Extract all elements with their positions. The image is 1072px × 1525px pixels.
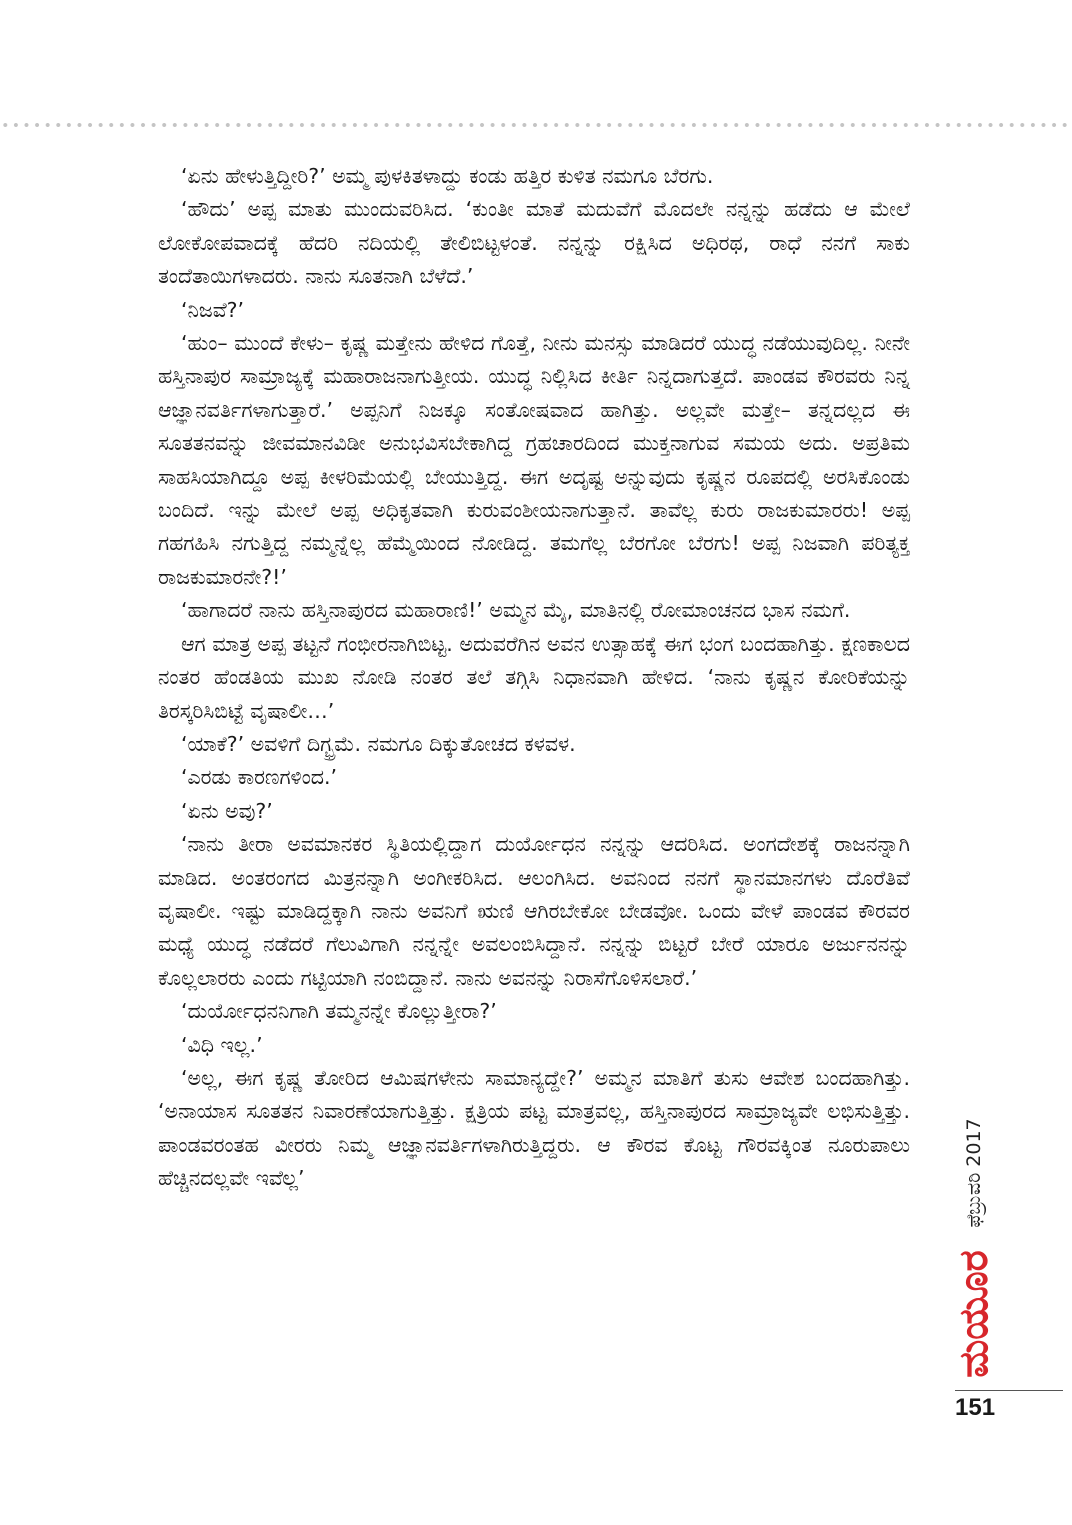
paragraph: ‘ಹಾಗಾದರೆ ನಾನು ಹಸ್ತಿನಾಪುರದ ಮಹಾರಾಣಿ!’ ಅಮ್ಮನ ಮೈ, ಮಾತಿನಲ್ಲಿ ರೋಮಾಂಚನದ ಭಾಸ ನಮಗೆ.: [181, 598, 851, 623]
paragraph: ‘ನಾನು ತೀರಾ ಅವಮಾನಕರ ಸ್ಥಿತಿಯಲ್ಲಿದ್ದಾಗ ದುರ್ಯೋಧನ ನನ್ನನ್ನು ಆದರಿಸಿದ. ಅಂಗದೇಶಕ್ಕೆ ರಾಜನನ್ನಾಗಿ ಮಾಡಿದ. ಅಂತರಂಗದ ಮಿತ್ರನನ್ನಾಗಿ ಅಂಗೀಕರಿಸಿದ. ಆಲಂಗಿಸಿದ. ಅವನಿಂದ ನನಗೆ ಸ್ಥಾನಮಾನಗಳು ದೊರೆತಿವೆ ವೃಷಾಲೀ. ಇಷ್ಟು ಮಾಡಿದ್ದಕ್ಕಾಗಿ ನಾನು ಅವನಿಗೆ ಋಣಿ ಆಗಿರಬೇಕೋ ಬೇಡವೋ. ಒಂದು ವೇಳೆ ಪಾಂಡವ ಕೌರವರ ಮಧ್ಯೆ ಯುದ್ಧ ನಡೆದರೆ ಗೆಲುವಿಗಾಗಿ ನನ್ನನ್ನೇ ಅವಲಂಬಿಸಿದ್ದಾನೆ. ನನ್ನನ್ನು ಬಿಟ್ಟರೆ ಬೇರೆ ಯಾರೂ ಅರ್ಜುನನನ್ನು ಕೊಲ್ಲಲಾರರು ಎಂದು ಗಟ್ಟಿಯಾಗಿ ನಂಬಿದ್ದಾನೆ. ನಾನು ಅವನನ್ನು ನಿರಾಸೆಗೊಳಿಸಲಾರೆ.’: [158, 832, 910, 990]
issue-date-text: ಫೆಬ್ರುವರಿ 2017: [963, 1118, 985, 1228]
side-masthead: [948, 1108, 1000, 1378]
magazine-logo: [948, 1250, 1000, 1378]
dotted-header-rule: [0, 122, 1072, 128]
paragraph: ‘ದುರ್ಯೋಧನನಿಗಾಗಿ ತಮ್ಮನನ್ನೇ ಕೊಲ್ಲುತ್ತೀರಾ?’: [181, 999, 497, 1024]
paragraph: ‘ಹೌದು’ ಅಪ್ಪ ಮಾತು ಮುಂದುವರಿಸಿದ. ‘ಕುಂತೀ ಮಾತೆ ಮದುವೆಗೆ ಮೊದಲೇ ನನ್ನನ್ನು ಹಡೆದು ಆ ಮೇಲೆ ಲೋಕೋಪವಾದಕ್ಕೆ ಹೆದರಿ ನದಿಯಲ್ಲಿ ತೇಲಿಬಿಟ್ಟಳಂತೆ. ನನ್ನನ್ನು ರಕ್ಷಿಸಿದ ಅಧಿರಥ, ರಾಧೆ ನನಗೆ ಸಾಕು ತಂದೆತಾಯಿಗಳಾದರು. ನಾನು ಸೂತನಾಗಿ ಬೆಳೆದೆ.’: [158, 197, 910, 289]
page-number-rule: [955, 1390, 1063, 1391]
paragraph: ‘ಅಲ್ಲ, ಈಗ ಕೃಷ್ಣ ತೋರಿದ ಆಮಿಷಗಳೇನು ಸಾಮಾನ್ಯದ್ದೇ?’ ಅಮ್ಮನ ಮಾತಿಗೆ ತುಸು ಆವೇಶ ಬಂದಹಾಗಿತ್ತು. ‘ಅನಾಯಾಸ ಸೂತತನ ನಿವಾರಣೆಯಾಗುತ್ತಿತ್ತು. ಕ್ಷತ್ರಿಯ ಪಟ್ಟ ಮಾತ್ರವಲ್ಲ, ಹಸ್ತಿನಾಪುರದ ಸಾಮ್ರಾಜ್ಯವೇ ಲಭಿಸುತ್ತಿತ್ತು. ಪಾಂಡವರಂತಹ ವೀರರು ನಿಮ್ಮ ಆಜ್ಞಾನವರ್ತಿಗಳಾಗಿರುತ್ತಿದ್ದರು. ಆ ಕೌರವ ಕೊಟ್ಟ ಗೌರವಕ್ಕಿಂತ ನೂರುಪಾಲು ಹೆಚ್ಚಿನದಲ್ಲವೇ ಇವೆಲ್ಲ’: [158, 1065, 910, 1191]
paragraph: ‘ವಿಧಿ ಇಲ್ಲ.’: [181, 1032, 263, 1057]
paragraph: ‘ಏನು ಹೇಳುತ್ತಿದ್ದೀರಿ?’ ಅಮ್ಮ ಪುಳಕಿತಳಾದ್ದು ಕಂಡು ಹತ್ತಿರ ಕುಳಿತ ನಮಗೂ ಬೆರಗು.: [181, 164, 714, 188]
paragraph: ‘ಎರಡು ಕಾರಣಗಳಿಂದ.’: [181, 765, 338, 790]
paragraph: ಆಗ ಮಾತ್ರ ಅಪ್ಪ ತಟ್ಟನೆ ಗಂಭೀರನಾಗಿಬಿಟ್ಟ. ಅದುವರೆಗಿನ ಅವನ ಉತ್ಸಾಹಕ್ಕೆ ಈಗ ಭಂಗ ಬಂದಹಾಗಿತ್ತು. ಕ್ಷಣಕಾಲದ ನಂತರ ಹೆಂಡತಿಯ ಮುಖ ನೋಡಿ ನಂತರ ತಲೆ ತಗ್ಗಿಸಿ ನಿಧಾನವಾಗಿ ಹೇಳಿದ. ‘ನಾನು ಕೃಷ್ಣನ ಕೋರಿಕೆಯನ್ನು ತಿರಸ್ಕರಿಸಿಬಿಟ್ಟೆ ವೃಷಾಲೀ…’: [158, 631, 910, 723]
paragraph: ‘ನಿಜವೆ?’: [181, 297, 245, 322]
page-number: 151: [955, 1394, 996, 1421]
magazine-logo-text: ಮಯೂರ: [951, 1250, 997, 1378]
issue-date: [948, 1108, 1000, 1238]
paragraph: ‘ಹುಂ– ಮುಂದೆ ಕೇಳು– ಕೃಷ್ಣ ಮತ್ತೇನು ಹೇಳಿದ ಗೊತ್ತೆ, ನೀನು ಮನಸ್ಸು ಮಾಡಿದರೆ ಯುದ್ಧ ನಡೆಯುವುದಿಲ್ಲ. ನೀನೇ ಹಸ್ತಿನಾಪುರ ಸಾಮ್ರಾಜ್ಯಕ್ಕೆ ಮಹಾರಾಜನಾಗುತ್ತೀಯ. ಯುದ್ಧ ನಿಲ್ಲಿಸಿದ ಕೀರ್ತಿ ನಿನ್ನದಾಗುತ್ತದೆ. ಪಾಂಡವ ಕೌರವರು ನಿನ್ನ ಆಜ್ಞಾನವರ್ತಿಗಳಾಗುತ್ತಾರೆ.’ ಅಪ್ಪನಿಗೆ ನಿಜಕ್ಕೂ ಸಂತೋಷವಾದ ಹಾಗಿತ್ತು. ಅಲ್ಲವೇ ಮತ್ತೇ– ತನ್ನದಲ್ಲದ ಈ ಸೂತತನವನ್ನು ಜೀವಮಾನವಿಡೀ ಅನುಭವಿಸಬೇಕಾಗಿದ್ದ ಗ್ರಹಚಾರದಿಂದ ಮುಕ್ತನಾಗುವ ಸಮಯ ಅದು. ಅಪ್ರತಿಮ ಸಾಹಸಿಯಾಗಿದ್ದೂ ಅಪ್ಪ ಕೀಳರಿಮೆಯಲ್ಲಿ ಬೇಯುತ್ತಿದ್ದ. ಈಗ ಅದೃಷ್ಟ ಅನ್ನುವುದು ಕೃಷ್ಣನ ರೂಪದಲ್ಲಿ ಅರಸಿಕೊಂಡು ಬಂದಿದೆ. ಇನ್ನು ಮೇಲೆ ಅಪ್ಪ ಅಧಿಕೃತವಾಗಿ ಕುರುವಂಶೀಯನಾಗುತ್ತಾನೆ. ತಾವೆಲ್ಲ ಕುರು ರಾಜಕುಮಾರರು! ಅಪ್ಪ ಗಹಗಹಿಸಿ ನಗುತ್ತಿದ್ದ ನಮ್ಮನ್ನೆಲ್ಲ ಹೆಮ್ಮೆಯಿಂದ ನೋಡಿದ್ದ. ತಮಗೆಲ್ಲ ಬೆರಗೋ ಬೆರಗು! ಅಪ್ಪ ನಿಜವಾಗಿ ಪರಿತ್ಯಕ್ತ ರಾಜಕುಮಾರನೇ?!’: [158, 331, 910, 589]
paragraph: ‘ಏನು ಅವು?’: [181, 798, 273, 823]
paragraph: ‘ಯಾಕೆ?’ ಅವಳಿಗೆ ದಿಗ್ಭ್ರಮೆ. ನಮಗೂ ದಿಕ್ಕುತೋಚದ ಕಳವಳ.: [181, 731, 576, 756]
article-body: [158, 160, 910, 1196]
